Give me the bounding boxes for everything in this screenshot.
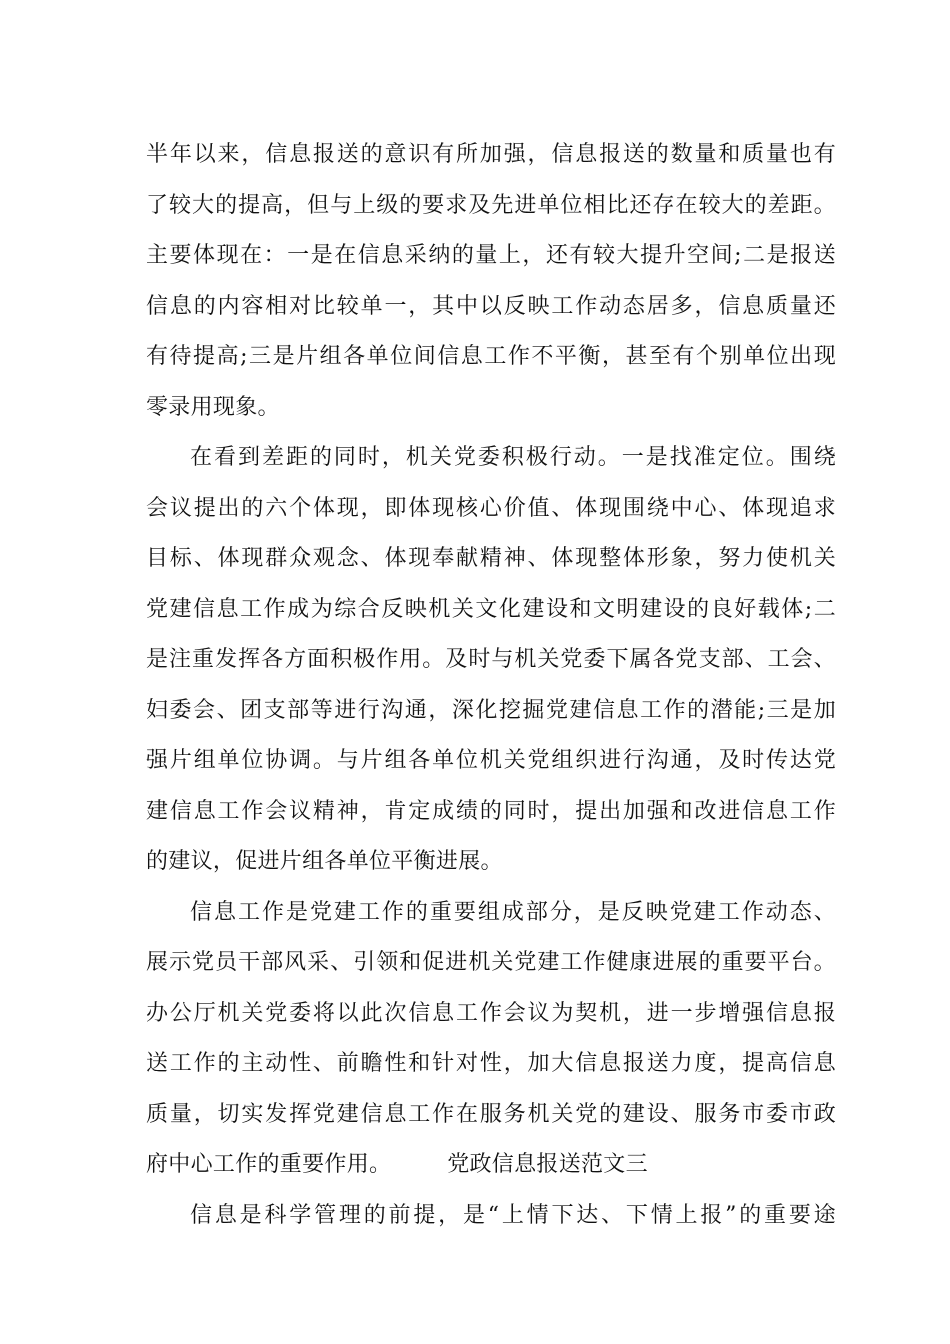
text-line: 有待提高;三是片组各单位间信息工作不平衡，甚至有个别单位出现 xyxy=(146,344,836,369)
paragraph-4 xyxy=(146,1191,836,1242)
text-line: 会议提出的六个体现，即体现核心价值、体现围绕中心、体现追求 xyxy=(146,495,836,521)
text-line: 信息的内容相对比较单一，其中以反映工作动态居多，信息质量还 xyxy=(146,293,836,319)
text-line: 信息是科学管理的前提，是“上情下达、下情上报”的重要途 xyxy=(190,1202,836,1228)
text-line: 主要体现在：一是在信息采纳的量上，还有较大提升空间;二是报送 xyxy=(146,243,836,268)
text-line: 展示党员干部风采、引领和促进机关党建工作健康进展的重要平台。 xyxy=(146,950,836,975)
paragraph-2 xyxy=(146,433,836,888)
text-line: 质量，切实发挥党建信息工作在服务机关党的建设、服务市委市政 xyxy=(146,1101,836,1127)
text-line: 半年以来，信息报送的意识有所加强，信息报送的数量和质量也有 xyxy=(146,142,836,167)
text-line: 零录用现象。 xyxy=(146,394,280,420)
text-line: 府中心工作的重要作用。 党政信息报送范文三 xyxy=(146,1152,648,1177)
text-line: 是注重发挥各方面积极作用。及时与机关党委下属各党支部、工会、 xyxy=(146,647,836,672)
text-line: 强片组单位协调。与片组各单位机关党组织进行沟通，及时传达党 xyxy=(146,748,836,773)
text-line: 信息工作是党建工作的重要组成部分，是反映党建工作动态、 xyxy=(190,899,836,925)
text-line: 目标、体现群众观念、体现奉献精神、体现整体形象，努力使机关 xyxy=(146,546,836,571)
text-line: 在看到差距的同时，机关党委积极行动。一是找准定位。围绕 xyxy=(190,445,836,470)
text-line: 妇委会、团支部等进行沟通，深化挖掘党建信息工作的潜能;三是加 xyxy=(146,697,836,723)
text-line: 建信息工作会议精神，肯定成绩的同时，提出加强和改进信息工作 xyxy=(146,798,836,824)
text-line: 办公厅机关党委将以此次信息工作会议为契机，进一步增强信息报 xyxy=(146,1000,836,1026)
paragraph-3 xyxy=(146,888,836,1191)
text-line: 的建议，促进片组各单位平衡进展。 xyxy=(146,849,503,874)
text-line: 送工作的主动性、前瞻性和针对性，加大信息报送力度，提高信息 xyxy=(146,1051,836,1076)
paragraph-1 xyxy=(146,130,836,433)
text-line: 了较大的提高，但与上级的要求及先进单位相比还存在较大的差距。 xyxy=(146,192,836,218)
text-line: 党建信息工作成为综合反映机关文化建设和文明建设的良好载体;二 xyxy=(146,596,836,622)
document-body xyxy=(146,130,836,1241)
